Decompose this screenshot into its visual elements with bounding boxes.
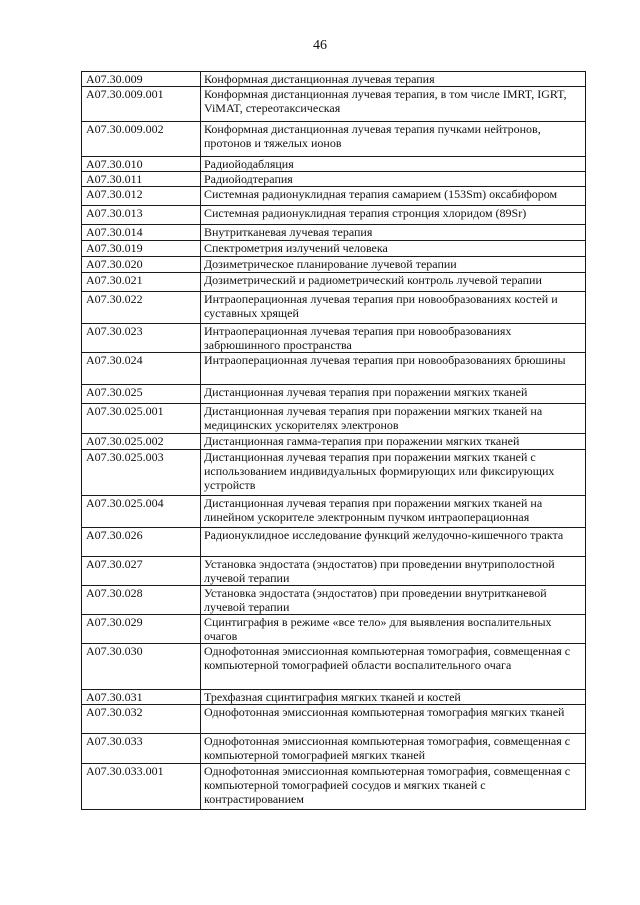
- table-row: [82, 450, 586, 496]
- table-row: [82, 225, 586, 241]
- service-code: A07.30.022: [82, 292, 201, 324]
- table-row: [82, 615, 586, 644]
- table-row: [82, 690, 586, 705]
- service-name: Внутритканевая лучевая терапия: [201, 225, 586, 241]
- service-name: Однофотонная эмиссионная компьютерная томография, совмещенная с компьютерной томографией области воспалительного очага: [201, 644, 586, 690]
- service-name: Конформная дистанционная лучевая терапия пучками нейтронов, протонов и тяжелых ионов: [201, 122, 586, 157]
- table-row: [82, 172, 586, 187]
- service-name: Системная радионуклидная терапия самарием (153Sm) оксабифором: [201, 187, 586, 206]
- service-code: A07.30.023: [82, 324, 201, 353]
- table-row: [82, 187, 586, 206]
- service-code: A07.30.025: [82, 385, 201, 404]
- service-name: Дозиметрический и радиометрический контроль лучевой терапии: [201, 273, 586, 292]
- service-code: A07.30.009: [82, 72, 201, 87]
- table-row: [82, 764, 586, 810]
- service-code: A07.30.013: [82, 206, 201, 225]
- table-row: [82, 557, 586, 586]
- service-code: A07.30.033: [82, 734, 201, 764]
- service-code: A07.30.021: [82, 273, 201, 292]
- service-name: Дистанционная лучевая терапия при поражении мягких тканей с использованием индивидуальных формирующих или фиксирующих устройств: [201, 450, 586, 496]
- table-row: [82, 87, 586, 122]
- table-row: [82, 434, 586, 450]
- service-code: A07.30.026: [82, 528, 201, 557]
- table-row: [82, 241, 586, 257]
- service-code: A07.30.029: [82, 615, 201, 644]
- service-name: Однофотонная эмиссионная компьютерная томография, совмещенная с компьютерной томографией сосудов и мягких тканей с контрастированием: [201, 764, 586, 810]
- service-code: A07.30.020: [82, 257, 201, 273]
- service-name: Дистанционная гамма-терапия при поражении мягких тканей: [201, 434, 586, 450]
- service-name: Конформная дистанционная лучевая терапия: [201, 72, 586, 87]
- service-code: A07.30.025.004: [82, 496, 201, 528]
- service-name: Конформная дистанционная лучевая терапия, в том числе IMRT, IGRT, ViMAT, стереотаксическая: [201, 87, 586, 122]
- service-code: A07.30.014: [82, 225, 201, 241]
- table-row: [82, 734, 586, 764]
- service-name: Установка эндостата (эндостатов) при проведении внутритканевой лучевой терапии: [201, 586, 586, 615]
- table-row: [82, 644, 586, 690]
- table-row: [82, 705, 586, 734]
- table-row: [82, 72, 586, 87]
- service-code: A07.30.025.002: [82, 434, 201, 450]
- table-row: [82, 528, 586, 557]
- service-code: A07.30.031: [82, 690, 201, 705]
- service-code: A07.30.009.002: [82, 122, 201, 157]
- service-code: A07.30.028: [82, 586, 201, 615]
- service-code: A07.30.011: [82, 172, 201, 187]
- table-row: [82, 273, 586, 292]
- service-code: A07.30.027: [82, 557, 201, 586]
- service-name: Системная радионуклидная терапия стронция хлоридом (89Sr): [201, 206, 586, 225]
- table-row: [82, 206, 586, 225]
- service-code: A07.30.012: [82, 187, 201, 206]
- table-row: [82, 496, 586, 528]
- service-name: Интраоперационная лучевая терапия при новообразованиях брюшины: [201, 353, 586, 385]
- service-code: A07.30.033.001: [82, 764, 201, 810]
- table-row: [82, 122, 586, 157]
- service-name: Спектрометрия излучений человека: [201, 241, 586, 257]
- service-code: A07.30.025.001: [82, 404, 201, 434]
- table-row: [82, 404, 586, 434]
- service-name: Однофотонная эмиссионная компьютерная томография, совмещенная с компьютерной томографией мягких тканей: [201, 734, 586, 764]
- service-name: Сцинтиграфия в режиме «все тело» для выявления воспалительных очагов: [201, 615, 586, 644]
- table-row: [82, 157, 586, 172]
- service-name: Дистанционная лучевая терапия при поражении мягких тканей на линейном ускорителе электронным пучком интраоперационная: [201, 496, 586, 528]
- service-code: A07.30.025.003: [82, 450, 201, 496]
- service-name: Дистанционная лучевая терапия при поражении мягких тканей на медицинских ускорителях электронов: [201, 404, 586, 434]
- service-name: Радионуклидное исследование функций желудочно-кишечного тракта: [201, 528, 586, 557]
- service-name: Интраоперационная лучевая терапия при новообразованиях забрюшинного пространства: [201, 324, 586, 353]
- table-row: [82, 385, 586, 404]
- service-code: A07.30.010: [82, 157, 201, 172]
- table-row: [82, 353, 586, 385]
- table-row: [82, 292, 586, 324]
- service-name: Радиойодабляция: [201, 157, 586, 172]
- service-name: Радиойодтерапия: [201, 172, 586, 187]
- service-code: A07.30.032: [82, 705, 201, 734]
- service-name: Дозиметрическое планирование лучевой терапии: [201, 257, 586, 273]
- services-table: [81, 71, 586, 810]
- table-row: [82, 586, 586, 615]
- service-name: Установка эндостата (эндостатов) при проведении внутриполостной лучевой терапии: [201, 557, 586, 586]
- table-row: [82, 257, 586, 273]
- service-code: A07.30.019: [82, 241, 201, 257]
- service-name: Однофотонная эмиссионная компьютерная томография мягких тканей: [201, 705, 586, 734]
- service-code: A07.30.024: [82, 353, 201, 385]
- page-number: 46: [313, 38, 327, 53]
- service-name: Интраоперационная лучевая терапия при новообразованиях костей и суставных хрящей: [201, 292, 586, 324]
- service-name: Дистанционная лучевая терапия при поражении мягких тканей: [201, 385, 586, 404]
- table-body: [82, 72, 586, 810]
- service-code: A07.30.030: [82, 644, 201, 690]
- service-name: Трехфазная сцинтиграфия мягких тканей и костей: [201, 690, 586, 705]
- table-row: [82, 324, 586, 353]
- service-code: A07.30.009.001: [82, 87, 201, 122]
